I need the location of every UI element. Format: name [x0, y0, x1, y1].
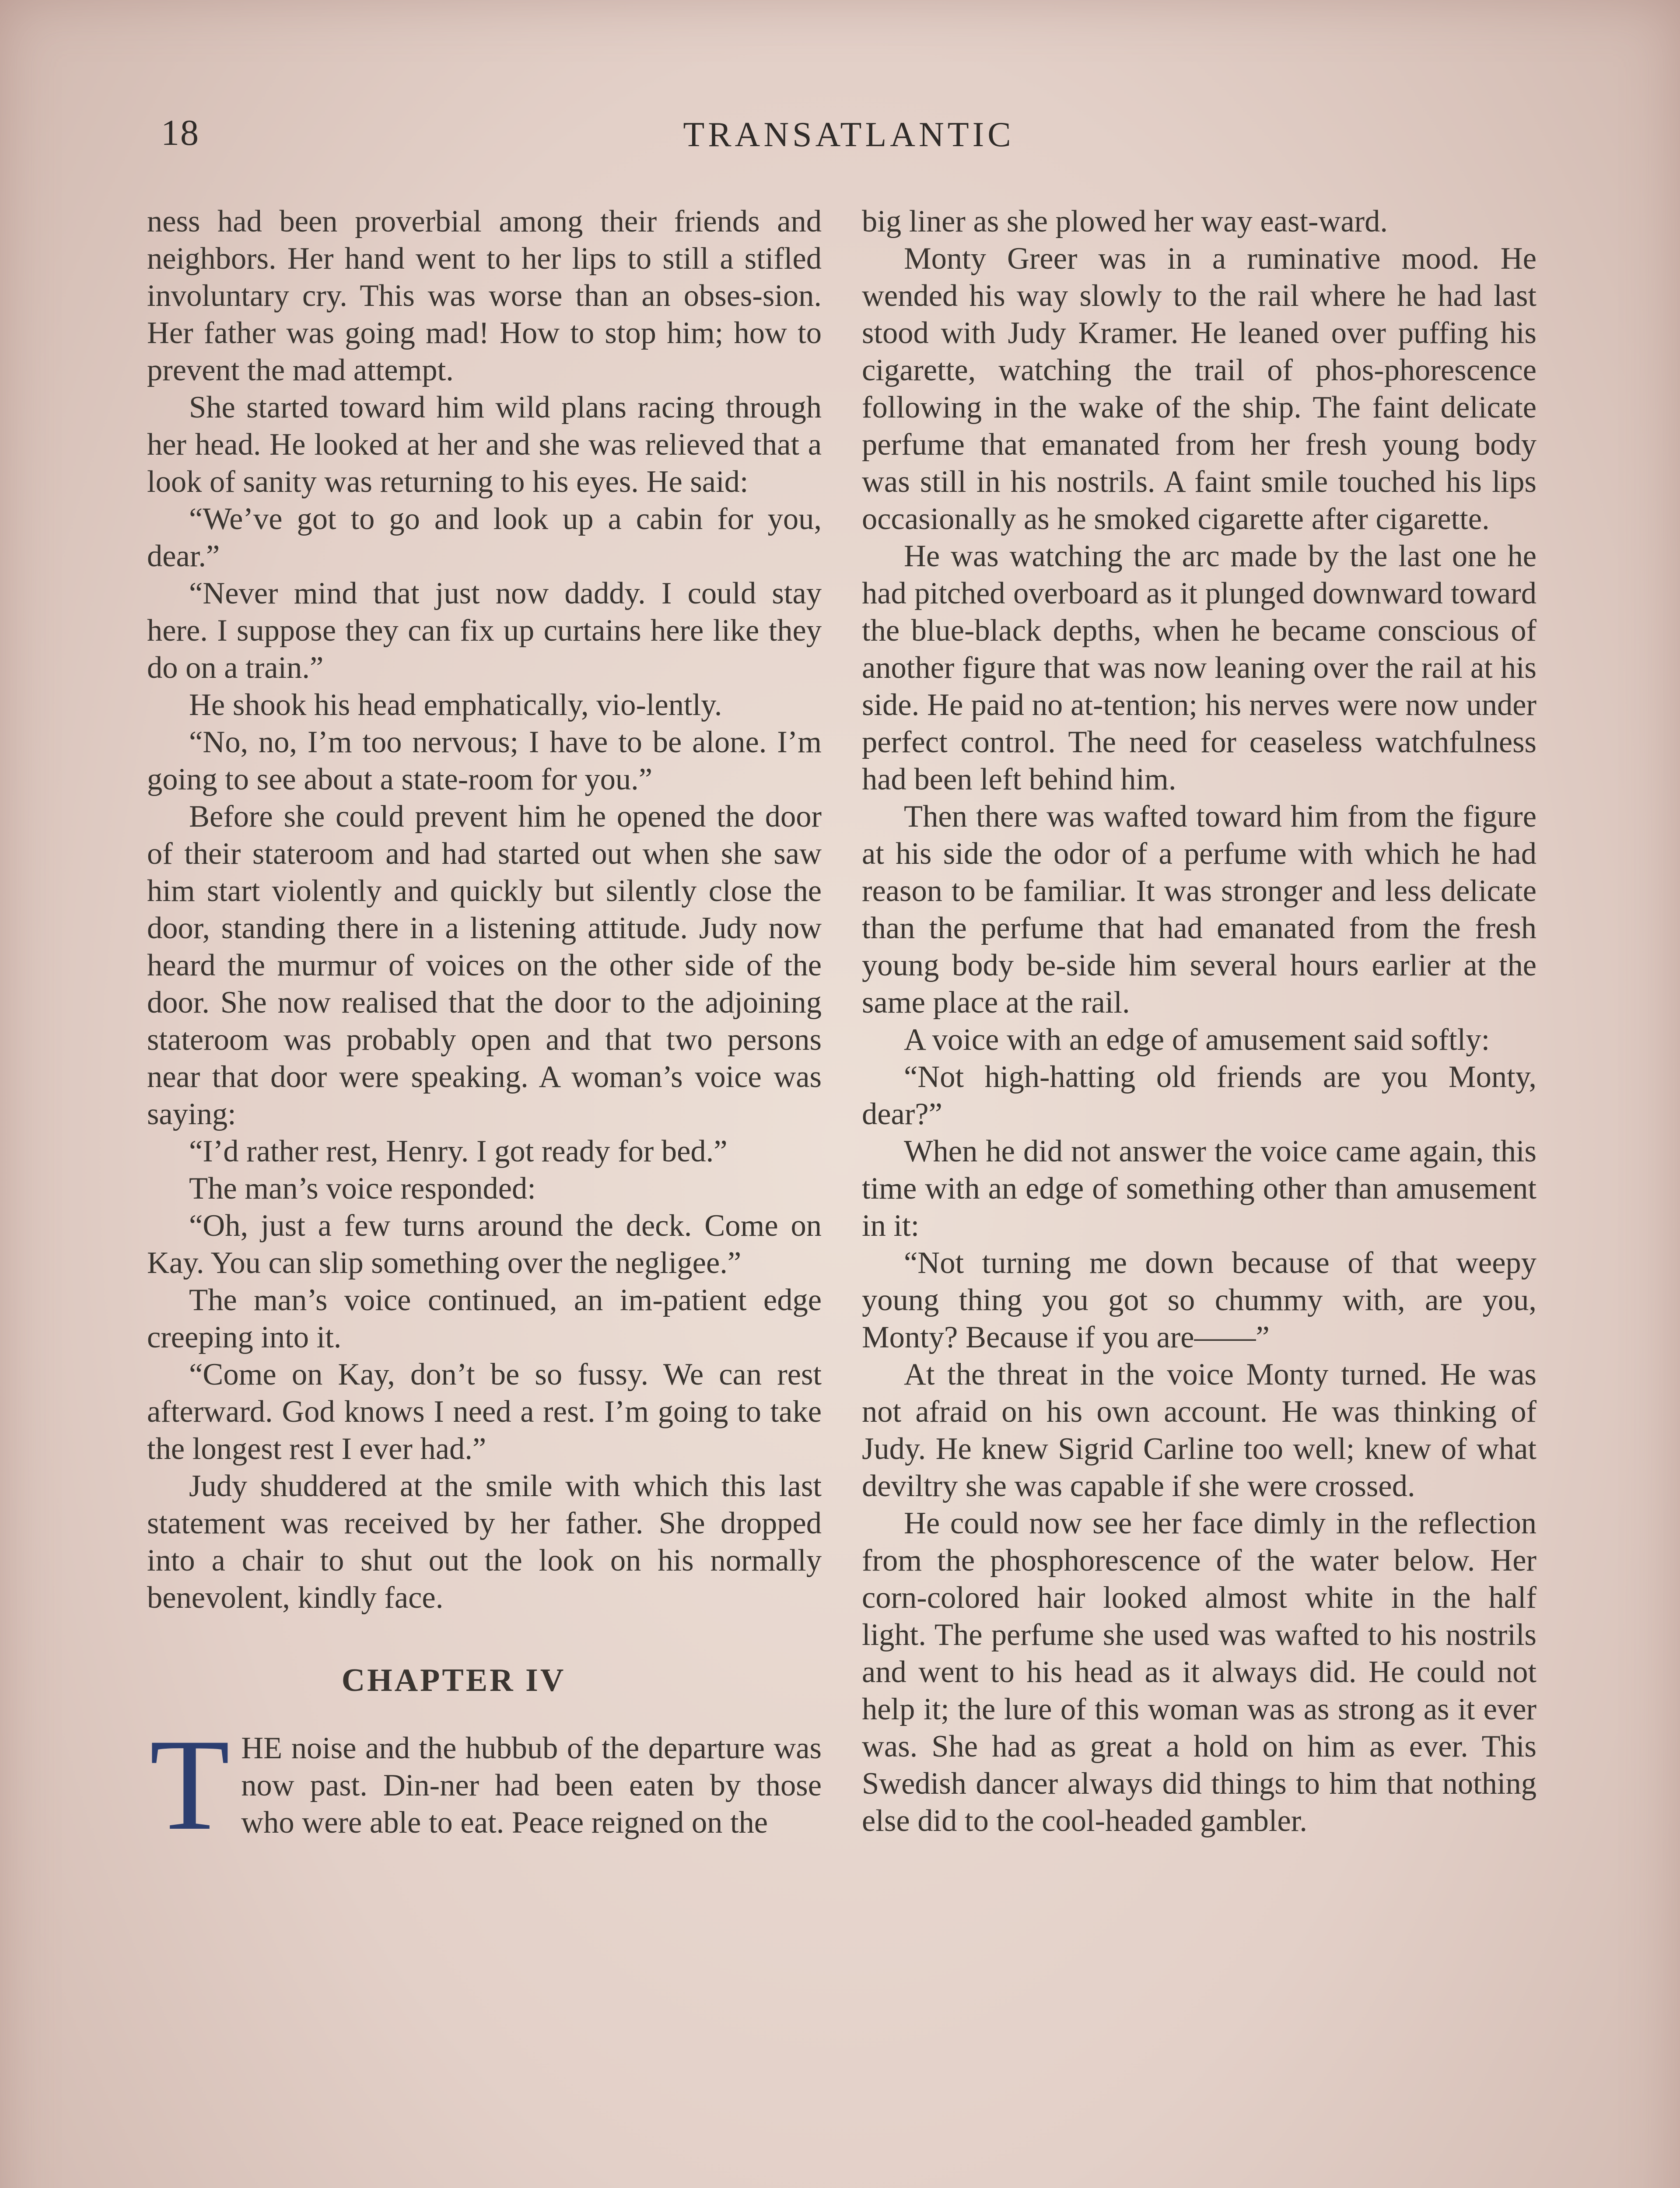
running-title: TRANSATLANTIC: [683, 116, 1015, 154]
paragraph: ness had been proverbial among their friends and neighbors. Her hand went to her lips to still a stifled involuntary cry. This was worse than an obses-sion. Her father was going mad! How to stop him; how to prevent the mad attempt.: [147, 204, 822, 387]
paragraph: Then there was wafted toward him from the figure at his side the odor of a perfume with which he had reason to be familiar. It was stronger and less delicate than the perfume that had emanated from the fresh young body be-side him several hours earlier at the same place at the rail.: [862, 799, 1536, 1020]
paragraph: He could now see her face dimly in the reflection from the phosphorescence of the water below. Her corn-colored hair looked almost white in the half light. The perfume she used was wafted to his nostrils and went to his head as it always did. He could not help it; the lure of this woman was as strong as it ever was. She had as great a hold on him as ever. This Swedish dancer always did things to him that nothing else did to the cool-headed gambler.: [862, 1506, 1536, 1838]
paragraph: big liner as she plowed her way east-ward.: [862, 204, 1388, 238]
paragraph: “We’ve got to go and look up a cabin for you, dear.”: [147, 502, 822, 573]
paragraph: He was watching the arc made by the last one he had pitched overboard as it plunged downward toward the blue-black depths, when he became conscious of another figure that was now leaning over the rail at his side. He paid no at-tention; his nerves were now under perfect control. The need for ceaseless watchfulness had been left behind him.: [862, 539, 1536, 796]
paragraph: At the threat in the voice Monty turned. He was not afraid on his own account. He was thinking of Judy. He knew Sigrid Carline too well; knew of what deviltry she was capable if she were crossed.: [862, 1357, 1536, 1503]
paragraph: “Never mind that just now daddy. I could stay here. I suppose they can fix up curtains here like they do on a train.”: [147, 576, 822, 685]
paragraph: “Not high-hatting old friends are you Monty, dear?”: [862, 1060, 1536, 1131]
page-number: 18: [161, 112, 200, 153]
paragraph: A voice with an edge of amusement said softly:: [904, 1023, 1490, 1057]
paragraph: She started toward him wild plans racing through her head. He looked at her and she was relieved that a look of sanity was returning to his eyes. He said:: [147, 390, 822, 499]
chapter-heading: CHAPTER IV: [341, 1662, 566, 1698]
right-text-column: [862, 203, 1536, 1840]
paragraph: “No, no, I’m too nervous; I have to be alone. I’m going to see about a state-room for you.”: [147, 725, 822, 796]
left-text-column: [147, 203, 822, 1857]
paragraph: He shook his head emphatically, vio-lently.: [189, 688, 722, 722]
drop-cap: T: [150, 1712, 230, 1857]
chapter-opening-text: HE noise and the hubbub of the departure was now past. Din-ner had been eaten by those who were able to eat. Peace reigned on the: [241, 1731, 822, 1840]
paragraph: Before she could prevent him he opened the door of their stateroom and had started out when she saw him start violently and quickly but silently close the door, standing there in a listening attitude. Judy now heard the murmur of voices on the other side of the door. She now realised that the door to the adjoining stateroom was probably open and that two persons near that door were speaking. A woman’s voice was saying:: [147, 799, 822, 1131]
chapter-opening-paragraph: [147, 1712, 822, 1857]
paragraph: Judy shuddered at the smile with which this last statement was received by her father. She dropped into a chair to shut out the look on his normally benevolent, kindly face.: [147, 1469, 822, 1615]
paragraph: The man’s voice continued, an im-patient edge creeping into it.: [147, 1283, 822, 1354]
paragraph: “Come on Kay, don’t be so fussy. We can rest afterward. God knows I need a rest. I’m going to take the longest rest I ever had.”: [147, 1357, 822, 1466]
paragraph: “Oh, just a few turns around the deck. Come on Kay. You can slip something over the negligee.”: [147, 1209, 822, 1280]
paragraph: When he did not answer the voice came again, this time with an edge of something other than amusement in it:: [862, 1134, 1536, 1243]
paragraph: Monty Greer was in a ruminative mood. He wended his way slowly to the rail where he had last stood with Judy Kramer. He leaned over puffing his cigarette, watching the trail of phos-phorescence following in the wake of the ship. The faint delicate perfume that emanated from her fresh young body was still in his nostrils. A faint smile touched his lips occasionally as he smoked cigarette after cigarette.: [862, 242, 1536, 536]
paragraph: “Not turning me down because of that weepy young thing you got so chummy with, are you, Monty? Because if you are——”: [862, 1246, 1536, 1354]
paragraph: The man’s voice responded:: [189, 1171, 536, 1206]
paragraph: “I’d rather rest, Henry. I got ready for bed.”: [189, 1134, 728, 1168]
